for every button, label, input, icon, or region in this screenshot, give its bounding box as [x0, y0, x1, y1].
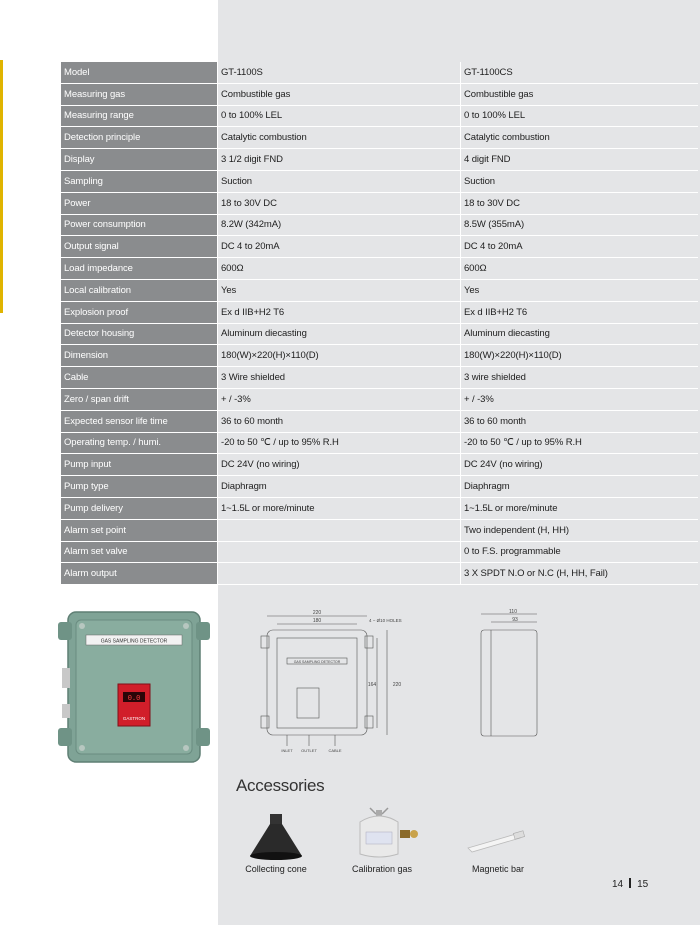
spec-label: Power	[61, 192, 218, 214]
spec-row	[61, 192, 698, 214]
spec-value-gt-1100cs: Diaphragm	[461, 476, 699, 498]
accessory-magnetic-bar	[458, 812, 538, 874]
spec-row	[61, 541, 698, 563]
spec-label: Measuring gas	[61, 83, 218, 105]
spec-value-gt-1100s: Suction	[218, 170, 461, 192]
spec-label: Pump delivery	[61, 497, 218, 519]
spec-label: Output signal	[61, 236, 218, 258]
spec-row	[61, 345, 698, 367]
spec-label: Expected sensor life time	[61, 410, 218, 432]
spec-row	[61, 367, 698, 389]
diagram-height-dim: 220	[392, 682, 402, 688]
spec-label: Local calibration	[61, 279, 218, 301]
spec-label: Cable	[61, 367, 218, 389]
spec-value-gt-1100cs: -20 to 50 ℃ / up to 95% R.H	[461, 432, 699, 454]
spec-value-gt-1100cs: DC 4 to 20mA	[461, 236, 699, 258]
spec-row	[61, 454, 698, 476]
spec-value-gt-1100cs: Aluminum diecasting	[461, 323, 699, 345]
accessories-title: Accessories	[236, 776, 325, 795]
spec-label: Operating temp. / humi.	[61, 432, 218, 454]
photo-brand-text: GASTRON	[122, 716, 146, 721]
spec-row	[61, 497, 698, 519]
spec-label: Sampling	[61, 170, 218, 192]
spec-label: Detection principle	[61, 127, 218, 149]
spec-value-gt-1100s: 36 to 60 month	[218, 410, 461, 432]
spec-label: Pump input	[61, 454, 218, 476]
spec-label: Zero / span drift	[61, 388, 218, 410]
spec-value-gt-1100s: Yes	[218, 279, 461, 301]
spec-value-gt-1100s	[218, 563, 461, 585]
spec-label: Alarm output	[61, 563, 218, 585]
accessory-label: Calibration gas	[351, 864, 413, 874]
spec-value-gt-1100s: Ex d IIB+H2 T6	[218, 301, 461, 323]
spec-value-gt-1100s: DC 4 to 20mA	[218, 236, 461, 258]
spec-label: Model	[61, 62, 218, 83]
spec-row	[61, 105, 698, 127]
spec-value-gt-1100cs: 3 X SPDT N.O or N.C (H, HH, Fail)	[461, 563, 699, 585]
side-inner-dim: 93	[512, 617, 518, 623]
spec-value-gt-1100cs: GT-1100CS	[461, 62, 699, 83]
diagram-holes-note: 4 − Ø10 HOLES	[369, 618, 402, 623]
spec-value-gt-1100s: Combustible gas	[218, 83, 461, 105]
spec-row	[61, 476, 698, 498]
accent-bar	[0, 60, 3, 313]
accessory-label: Magnetic bar	[471, 864, 525, 874]
magnetic-bar-icon	[458, 812, 538, 860]
spec-row	[61, 258, 698, 280]
spec-value-gt-1100cs: 0 to F.S. programmable	[461, 541, 699, 563]
spec-value-gt-1100s: Aluminum diecasting	[218, 323, 461, 345]
spec-label: Pump type	[61, 476, 218, 498]
svg-text:0.0: 0.0	[127, 695, 141, 703]
spec-value-gt-1100cs: 4 digit FND	[461, 149, 699, 171]
spec-value-gt-1100s: Catalytic combustion	[218, 127, 461, 149]
spec-label: Alarm set point	[61, 519, 218, 541]
spec-value-gt-1100cs: 1~1.5L or more/minute	[461, 497, 699, 519]
spec-row	[61, 388, 698, 410]
page-number-left: 14	[612, 879, 624, 890]
spec-row	[61, 432, 698, 454]
spec-value-gt-1100s: 600Ω	[218, 258, 461, 280]
spec-value-gt-1100cs: DC 24V (no wiring)	[461, 454, 699, 476]
spec-value-gt-1100s: 3 1/2 digit FND	[218, 149, 461, 171]
spec-value-gt-1100s	[218, 519, 461, 541]
accessory-label: Collecting cone	[245, 864, 307, 874]
spec-label: Measuring range	[61, 105, 218, 127]
spec-value-gt-1100cs: 0 to 100% LEL	[461, 105, 699, 127]
spec-value-gt-1100cs: + / -3%	[461, 388, 699, 410]
spec-row	[61, 170, 698, 192]
diagram-inner-width-dim: 180	[312, 618, 322, 624]
spec-row	[61, 519, 698, 541]
spec-value-gt-1100s: + / -3%	[218, 388, 461, 410]
accessory-collecting-cone	[236, 812, 316, 874]
spec-label: Alarm set valve	[61, 541, 218, 563]
accessory-calibration-gas	[342, 812, 422, 874]
spec-value-gt-1100cs: 180(W)×220(H)×110(D)	[461, 345, 699, 367]
page-numbers	[612, 878, 648, 890]
spec-value-gt-1100cs: 8.5W (355mA)	[461, 214, 699, 236]
spec-label: Explosion proof	[61, 301, 218, 323]
spec-label: Power consumption	[61, 214, 218, 236]
diagram-inlet-label: INLET	[281, 748, 293, 753]
spec-value-gt-1100cs: 600Ω	[461, 258, 699, 280]
spec-row	[61, 236, 698, 258]
spec-row	[61, 323, 698, 345]
spec-row	[61, 214, 698, 236]
spec-value-gt-1100cs: 18 to 30V DC	[461, 192, 699, 214]
diagram-plate-text: GAS SAMPLING DETECTOR	[293, 660, 341, 664]
front-dimension-diagram	[247, 608, 412, 763]
spec-value-gt-1100s: Diaphragm	[218, 476, 461, 498]
spec-value-gt-1100s: 3 Wire shielded	[218, 367, 461, 389]
product-photo	[56, 608, 212, 766]
spec-value-gt-1100cs: Catalytic combustion	[461, 127, 699, 149]
spec-value-gt-1100cs: Ex d IIB+H2 T6	[461, 301, 699, 323]
spec-value-gt-1100cs: Suction	[461, 170, 699, 192]
spec-row	[61, 410, 698, 432]
diagram-outlet-label: OUTLET	[301, 748, 317, 753]
spec-label: Display	[61, 149, 218, 171]
spec-row	[61, 149, 698, 171]
spec-value-gt-1100s: DC 24V (no wiring)	[218, 454, 461, 476]
spec-label: Detector housing	[61, 323, 218, 345]
spec-value-gt-1100s: -20 to 50 ℃ / up to 95% R.H	[218, 432, 461, 454]
spec-value-gt-1100s	[218, 541, 461, 563]
spec-value-gt-1100cs: Yes	[461, 279, 699, 301]
spec-value-gt-1100cs: 36 to 60 month	[461, 410, 699, 432]
side-depth-dim: 110	[509, 609, 517, 615]
calibration-gas-icon	[342, 804, 422, 860]
spec-table	[61, 62, 698, 585]
spec-value-gt-1100s: GT-1100S	[218, 62, 461, 83]
spec-label: Dimension	[61, 345, 218, 367]
diagram-width-dim: 220	[312, 610, 322, 616]
spec-value-gt-1100cs: Two independent (H, HH)	[461, 519, 699, 541]
spec-label: Load impedance	[61, 258, 218, 280]
spec-value-gt-1100s: 180(W)×220(H)×110(D)	[218, 345, 461, 367]
spec-row	[61, 563, 698, 585]
spec-row	[61, 279, 698, 301]
spec-value-gt-1100s: 1~1.5L or more/minute	[218, 497, 461, 519]
page-number-right: 15	[637, 879, 649, 890]
diagram-inner-height-dim: 164	[367, 682, 377, 688]
spec-value-gt-1100cs: Combustible gas	[461, 83, 699, 105]
photo-nameplate-text: GAS SAMPLING DETECTOR	[100, 638, 168, 645]
spec-row	[61, 83, 698, 105]
spec-row	[61, 127, 698, 149]
spec-row	[61, 62, 698, 83]
spec-value-gt-1100s: 0 to 100% LEL	[218, 105, 461, 127]
spec-value-gt-1100s: 8.2W (342mA)	[218, 214, 461, 236]
collecting-cone-icon	[236, 812, 316, 860]
diagram-cable-label: CABLE	[328, 748, 342, 753]
spec-value-gt-1100s: 18 to 30V DC	[218, 192, 461, 214]
side-dimension-diagram	[473, 608, 545, 743]
spec-value-gt-1100cs: 3 wire shielded	[461, 367, 699, 389]
spec-row	[61, 301, 698, 323]
page-separator	[629, 878, 631, 888]
